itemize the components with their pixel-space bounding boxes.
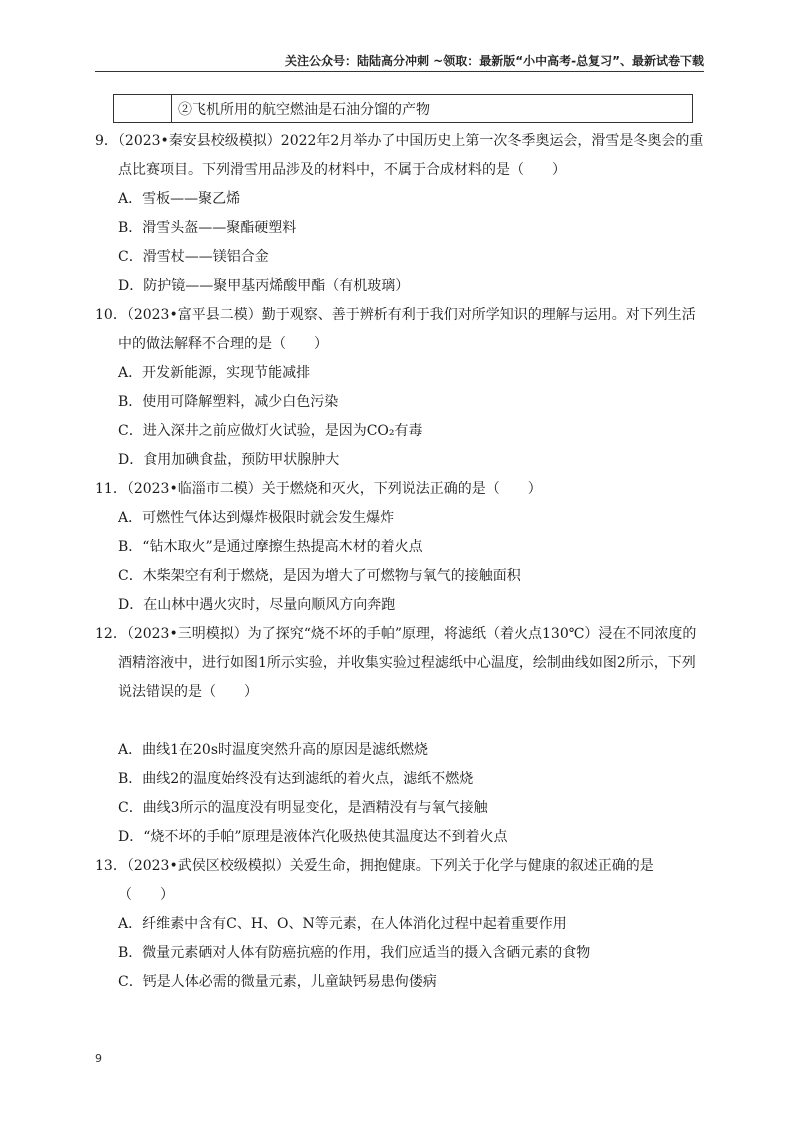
option-d: D．“烧不坏的手帕”原理是液体汽化吸热使其温度达不到着火点: [118, 829, 508, 845]
option-b: B．微量元素硒对人体有防癌抗癌的作用，我们应适当的摄入含硒元素的食物: [118, 945, 591, 961]
table-row: [114, 95, 693, 123]
option-a: A．纤维素中含有C、H、O、N等元素，在人体消化过程中起着重要作用: [118, 916, 567, 932]
option-c: C．曲线3所示的温度没有明显变化，是酒精没有与氧气接触: [118, 800, 488, 816]
question-stem: 12．（2023•三明模拟）为了探究“烧不坏的手帕”原理，将滤纸（着火点130℃）浸在不同浓度的: [95, 626, 697, 642]
question-stem: 酒精溶液中，进行如图1所示实验，并收集实验过程滤纸中心温度，绘制曲线如图2所示，下列: [118, 655, 696, 671]
question-10: [95, 301, 705, 475]
question-stem: 中的做法解释不合理的是（ ）: [118, 336, 328, 352]
option-c: C．进入深井之前应做灯火试验，是因为CO₂有毒: [118, 423, 423, 439]
question-stem: 说法错误的是（ ）: [118, 684, 258, 700]
option-b: B．使用可降解塑料，减少白色污染: [118, 394, 339, 410]
page-number: 9: [95, 1052, 102, 1065]
option-c: C．钙是人体必需的微量元素，儿童缺钙易患佝偻病: [118, 974, 437, 990]
option-b: B．滑雪头盔——聚酯硬塑料: [118, 220, 297, 236]
option-a: A．雪板——聚乙烯: [118, 191, 241, 207]
option-a: A．可燃性气体达到爆炸极限时就会发生爆炸: [118, 510, 395, 526]
table-cell: [114, 95, 172, 123]
option-d: D．食用加碘食盐，预防甲状腺肿大: [118, 452, 340, 468]
option-a: A．曲线1在20s时温度突然升高的原因是滤纸燃烧: [118, 742, 429, 758]
question-stem: 13．（2023•武侯区校级模拟）关爱生命，拥抱健康。下列关于化学与健康的叙述正确的是: [95, 858, 654, 874]
option-d: D．在山林中遇火灾时，尽量向顺风方向奔跑: [118, 597, 396, 613]
question-11: [95, 475, 705, 620]
option-b: B．曲线2的温度始终没有达到滤纸的着火点，滤纸不燃烧: [118, 771, 474, 787]
question-stem: 点比赛项目。下列滑雪用品涉及的材料中，不属于合成材料的是（ ）: [118, 162, 566, 178]
figure-placeholder: [95, 707, 705, 736]
question-12: [95, 620, 705, 852]
page-header: 关注公众号：陆陆高分冲刺 ~领取：最新版“小中高考-总复习”、最新试卷下载: [285, 54, 704, 68]
question-stem: 10．（2023•富平县二模）勤于观察、善于辨析有利于我们对所学知识的理解与运用。对下列生活: [95, 307, 696, 323]
answer-table: [113, 94, 693, 123]
question-stem: 9．（2023•秦安县校级模拟）2022年2月举办了中国历史上第一次冬季奥运会，滑雪是冬奥会的重: [95, 133, 704, 149]
question-stem: （ ）: [118, 887, 174, 903]
question-9: [95, 127, 705, 301]
option-a: A．开发新能源，实现节能减排: [118, 365, 311, 381]
option-c: C．木柴架空有利于燃烧，是因为增大了可燃物与氧气的接触面积: [118, 568, 521, 584]
header-divider: [95, 71, 704, 72]
option-c: C．滑雪杖——镁铝合金: [118, 249, 269, 265]
table-cell: ②飞机所用的航空燃油是石油分馏的产物: [172, 95, 693, 123]
question-13: [95, 852, 705, 997]
option-d: D．防护镜——聚甲基丙烯酸甲酯（有机玻璃）: [118, 278, 410, 294]
option-b: B．“钻木取火”是通过摩擦生热提高木材的着火点: [118, 539, 423, 555]
question-list: [95, 127, 705, 997]
question-stem: 11．（2023•临淄市二模）关于燃烧和灭火，下列说法正确的是（ ）: [95, 481, 542, 497]
